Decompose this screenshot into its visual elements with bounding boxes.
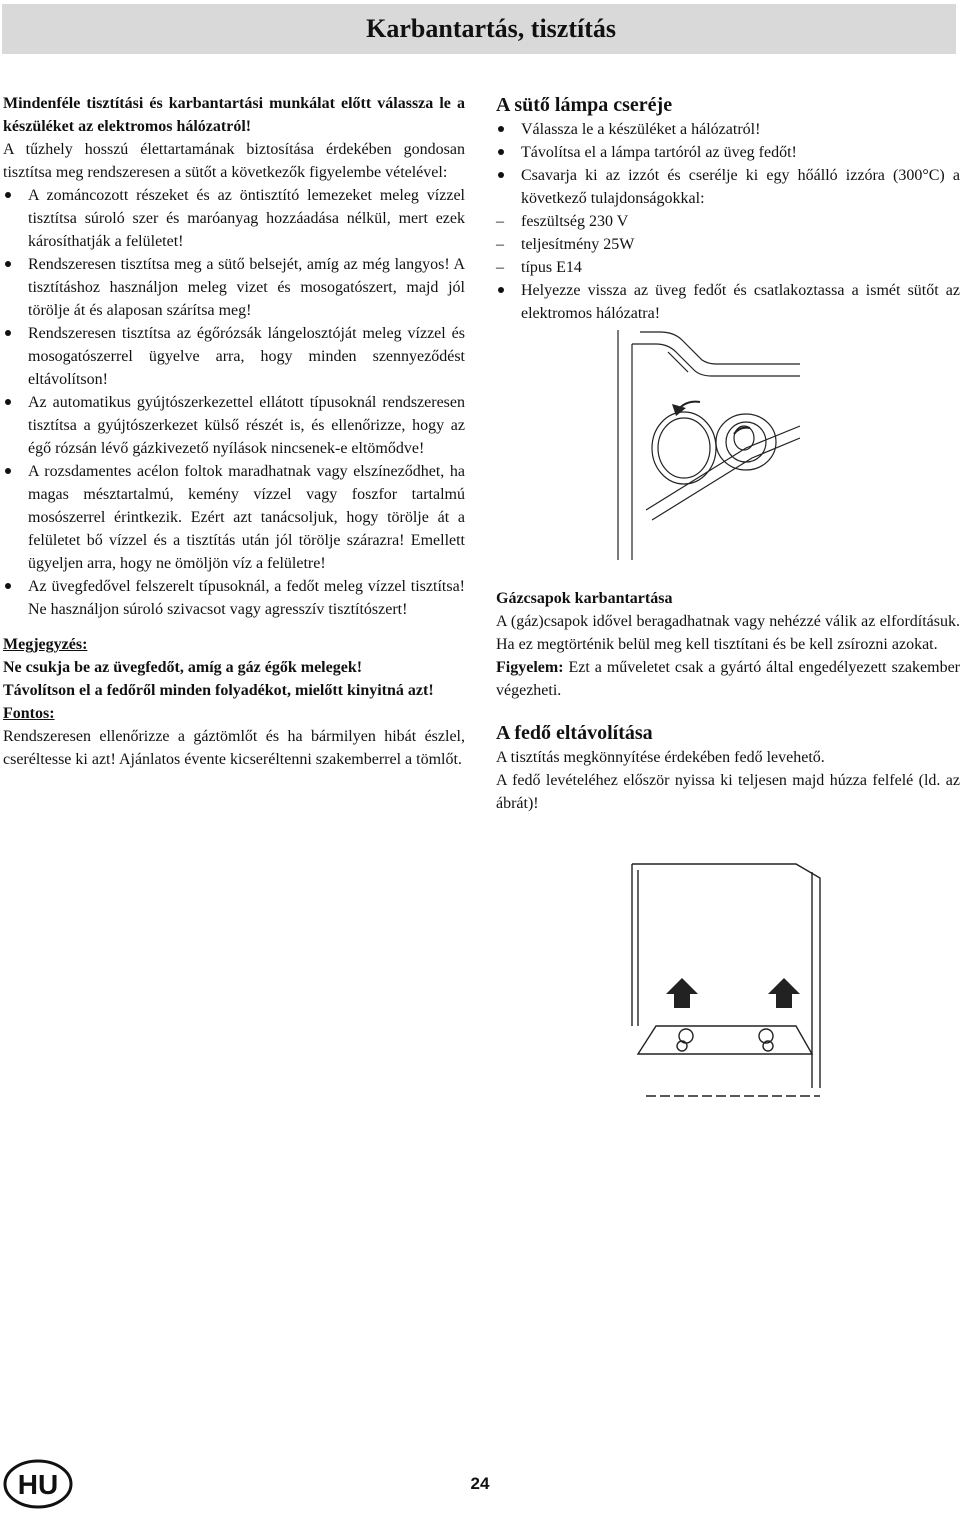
oven-lamp-illustration <box>616 330 800 560</box>
tap-warning-label: Figyelem: <box>496 659 564 676</box>
list-item: Csavarja ki az izzót és cserélje ki egy hőálló izzóra (300°C) a következő tulajdonságokkal: <box>496 164 960 210</box>
up-arrow-icon <box>666 978 698 1008</box>
list-item: Helyezze vissza az üveg fedőt és csatlakoztassa a ismét sütőt az elektromos hálózatra! <box>496 279 960 325</box>
lamp-final-step <box>496 279 960 325</box>
list-item: A zománcozott részeket és az öntisztító lemezeket meleg vízzel tisztítsa súroló szer és maróanyag hozzáadása nélkül, mert ezek károsíthatják a felületet! <box>3 184 465 253</box>
tap-heading: Gázcsapok karbantartása <box>496 590 673 607</box>
note-line-1: Ne csukja be az üvegfedőt, amíg a gáz égők melegek! <box>3 659 363 676</box>
spec-item: – típus E14 <box>496 256 960 279</box>
tap-warning-text: Ezt a műveletet csak a gyártó által engedélyezett szakember végezheti. <box>496 659 960 699</box>
up-arrow-icon <box>768 978 800 1008</box>
spec-item: – feszültség 230 V <box>496 210 960 233</box>
note-heading: Megjegyzés: <box>3 636 88 653</box>
country-code: HU <box>17 1469 59 1500</box>
lift-arrows <box>666 978 800 1008</box>
list-item: Rendszeresen tisztítsa meg a sütő belsejét, amíg az még langyos! A tisztításhoz használjon meleg vizet és mosogatószert, majd jól törölje át és alaposan szárítsa meg! <box>3 253 465 322</box>
important-text: Rendszeresen ellenőrizze a gáztömlőt és ha bármilyen hibát észlel, cseréltesse ki azt! Ajánlatos évente kicseréltenni szakemberrel a tömlőt. <box>3 728 465 768</box>
list-item: Válassza le a készüléket a hálózatról! <box>496 118 960 141</box>
list-item: Rendszeresen tisztítsa az égőrózsák lángelosztóját meleg vízzel és mosogatószerrel ügyelve arra, hogy minden szennyeződést eltávolítson! <box>3 322 465 391</box>
lid-text-1: A tisztítás megkönnyítése érdekében fedő levehető. <box>496 749 825 766</box>
lamp-steps <box>496 118 960 210</box>
country-badge <box>2 1458 74 1510</box>
important-heading: Fontos: <box>3 705 55 722</box>
left-column <box>3 92 465 771</box>
page-number: 24 <box>470 1474 490 1493</box>
spec-item: – teljesítmény 25W <box>496 233 960 256</box>
lamp-heading: A sütő lámpa cseréje <box>496 94 673 116</box>
intro-warning: Mindenféle tisztítási és karbantartási munkálat előtt válassza le a készüléket az elektromos hálózatról! <box>3 95 465 135</box>
list-item: Az üvegfedővel felszerelt típusoknál, a fedőt meleg vízzel tisztítsa! Ne használjon súroló szivacsot vagy agresszív tisztítószert! <box>3 575 465 621</box>
intro-text: A tűzhely hosszú élettartamának biztosítása érdekében gondosan tisztítsa meg rendszeresen a sütőt a következők figyelembe vételével: <box>3 141 465 181</box>
lid-heading: A fedő eltávolítása <box>496 722 653 744</box>
page-title: Karbantartás, tisztítás <box>366 14 616 43</box>
note-line-2: Távolítson el a fedőről minden folyadékot, mielőtt kinyitná azt! <box>3 682 434 699</box>
lamp-specs <box>496 210 960 279</box>
cleaning-list <box>3 184 465 621</box>
list-item: A rozsdamentes acélon foltok maradhatnak vagy elszíneződhet, ha magas mésztartalmú, kemény vízzel vagy foszfor tartalmú mosószerrel érintkezik. Ezért azt tanácsoljuk, hogy törölje át a felületet bő vízzel és a tisztítás után jól törölje szárazra! Emellett ügyeljen arra, hogy ne ömöljön víz a felületre! <box>3 460 465 575</box>
list-item: Távolítsa el a lámpa tartóról az üveg fedőt! <box>496 141 960 164</box>
tap-warning <box>496 656 960 702</box>
lid-text-2: A fedő levételéhez először nyissa ki teljesen majd húzza felfelé (ld. az ábrát)! <box>496 772 960 812</box>
lid-removal-illustration <box>626 858 826 1103</box>
tap-text: A (gáz)csapok idővel beragadhatnak vagy nehézzé válik az elfordításuk. Ha ez megtörténik belül meg kell tisztítani és be kell zsírozni azokat. <box>496 613 960 653</box>
list-item: Az automatikus gyújtószerkezettel ellátott típusoknál rendszeresen tisztítsa a gyújtószerkezet külső részét is, és ellenőrizze, hogy az égő rózsán lévő gázkivezető nyílások nincsenek-e eltömődve! <box>3 391 465 460</box>
